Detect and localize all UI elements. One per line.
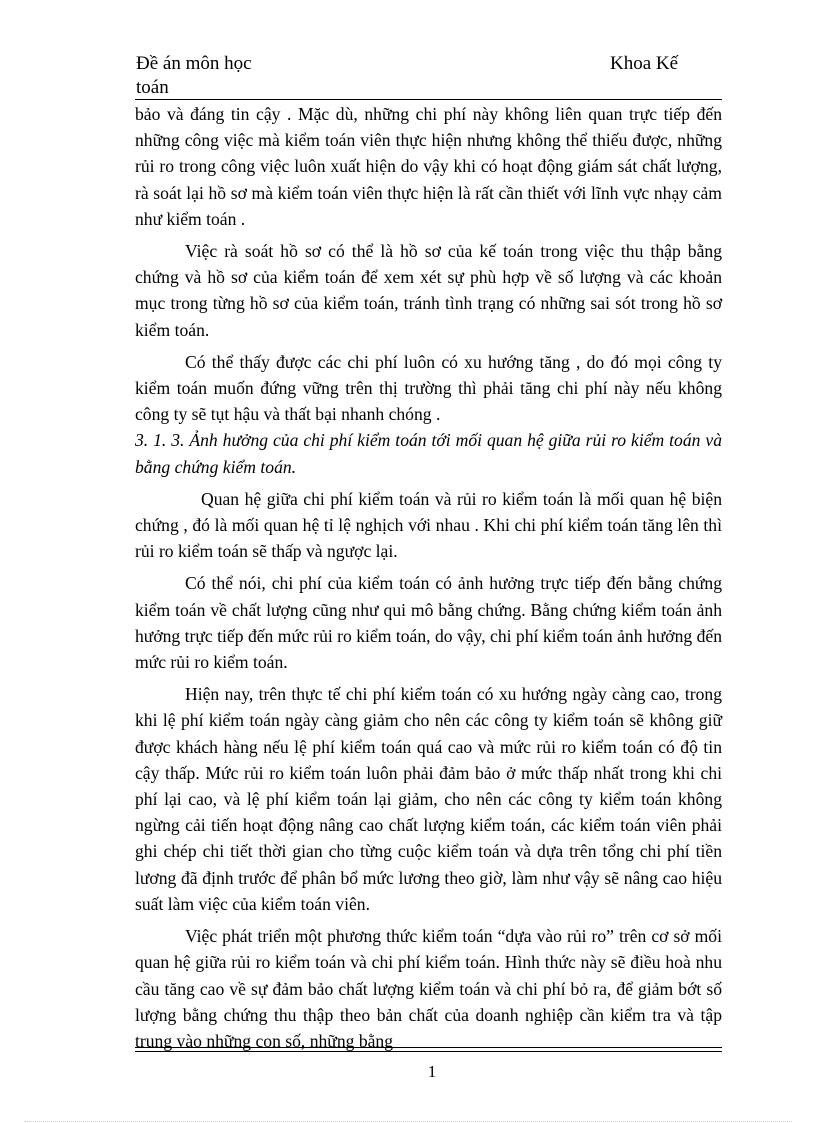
paragraph-2: Việc rà soát hồ sơ có thể là hồ sơ của kế toán trong việc thu thập bằng chứng và hồ sơ của kiểm toán để xem xét sự phù hợp về số lượng và các khoản mục trong từng hồ sơ của kiểm toán, tránh tình trạng có những sai sót trong hồ sơ kiểm toán.	[135, 241, 722, 340]
document-body	[135, 101, 722, 1054]
page-number: 1	[427, 1062, 437, 1081]
paragraph-5: Có thể nói, chi phí của kiểm toán có ảnh hưởng trực tiếp đến bằng chứng kiểm toán về chất lượng cũng như qui mô bằng chứng. Bằng chứng kiểm toán ảnh hưởng trực tiếp đến mức rủi ro kiểm toán, do vậy, chi phí kiểm toán ảnh hưởng đến mức rủi ro kiểm toán.	[135, 573, 722, 673]
page-boundary	[24, 1121, 792, 1122]
paragraph-4: Quan hệ giữa chi phí kiểm toán và rủi ro kiểm toán là mối quan hệ biện chứng , đó là mối quan hệ tỉ lệ nghịch với nhau . Khi chi phí kiểm toán tăng lên thì rủi ro kiểm toán sẽ thấp và ngược lại.	[135, 488, 722, 562]
paragraph-6: Hiện nay, trên thực tế chi phí kiểm toán có xu hướng ngày càng cao, trong khi lệ phí kiểm toán ngày càng giảm cho nên các công ty kiểm toán sẽ không giữ được khách hàng nếu lệ phí kiểm toán quá cao và mức rủi ro kiểm toán có độ tin cậy thấp. Mức rủi ro kiểm toán luôn phải đảm bảo ở mức thấp nhất trong khi chi phí lại cao, và lệ phí kiểm toán lại giảm, cho nên các công ty kiểm toán không ngừng cải tiến hoạt động nâng cao chất lượng kiểm toán, các kiểm toán viên phải ghi chép chi tiết thời gian cho từng cuộc kiểm toán và dựa trên tổng chi phí tiền lương đã định trước để phân bổ mức lương theo giờ, làm như vậy sẽ nâng cao hiệu suất làm việc của kiểm toán viên.	[135, 684, 722, 914]
footer-divider-bottom	[135, 1051, 722, 1052]
header-course-title: Đề án môn học toán	[136, 53, 252, 98]
paragraph-1: bảo và đáng tin cậy . Mặc dù, những chi phí này không liên quan trực tiếp đến những công việc mà kiểm toán viên thực hiện nhưng không thể thiếu được, những rủi ro trong công việc luôn xuất hiện do vậy khi có hoạt động giám sát chất lượng, rà soát lại hồ sơ mà kiểm toán viên thực hiện là rất cần thiết với lĩnh vực nhạy cảm như kiểm toán .	[135, 104, 722, 229]
section-heading: 3. 1. 3. Ảnh hưởng của chi phí kiểm toán tới mối quan hệ giữa rủi ro kiểm toán và bằng chứng kiểm toán.	[135, 430, 722, 477]
header-faculty: Khoa Kế	[610, 53, 679, 74]
paragraph-7: Việc phát triển một phương thức kiểm toán “dựa vào rủi ro” trên cơ sở mối quan hệ giữa rủi ro kiểm toán và chi phí kiểm toán. Hình thức này sẽ điều hoà nhu cầu tăng cao về sự đảm bảo chất lượng kiểm toán và chi phí bỏ ra, để giảm bớt số lượng bằng chứng thu thập theo bản chất của doanh nghiệp cần kiểm tra và tập trung vào những con số, những bằng	[135, 926, 722, 1051]
header-divider	[135, 99, 722, 100]
paragraph-3: Có thể thấy được các chi phí luôn có xu hướng tăng , do đó mọi công ty kiểm toán muốn đứng vững trên thị trường thì phải tăng chi phí này nếu không công ty sẽ tụt hậu và thất bại nhanh chóng .	[135, 351, 722, 425]
footer-divider-top	[135, 1047, 722, 1048]
